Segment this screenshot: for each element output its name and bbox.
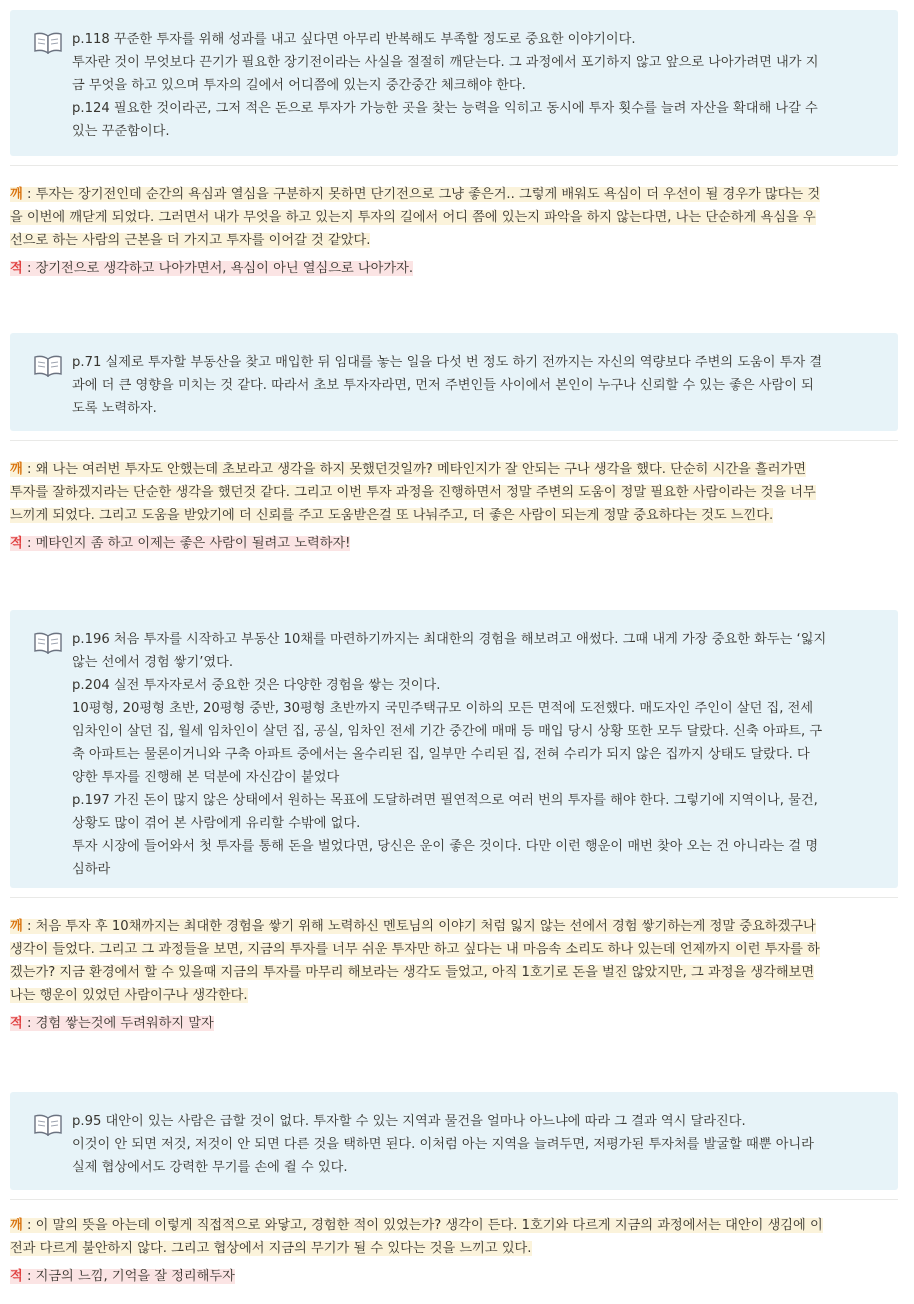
realize-text: : 처음 투자 후 10채까지는 최대한 경험을 쌓기 위해 노력하신 멘토님의 이야기 처럼 잃지 않는 선에서 경험 쌓기하는게 정말 중요하겠구나	[22, 919, 816, 934]
open-book-icon	[34, 355, 62, 377]
realize-text: 을 이번에 깨닫게 되었다. 그러면서 내가 무엇을 하고 있는지 투자의 길에서 어디 쯤에 있는지 파악을 하지 않는다면, 나는 단순하게 욕심을 우	[10, 210, 816, 225]
quote-line: 도록 노력하자.	[72, 401, 157, 416]
realize-text: 투자를 잘하겠지라는 단순한 생각을 했던것 같다. 그리고 이번 투자 과정을 진행하면서 정말 주변의 도움이 정말 필요한 사람이라는 것을 너무	[10, 485, 816, 500]
quote-line: 투자 시장에 들어와서 첫 투자를 통해 돈을 벌었다면, 당신은 운이 좋은 것이다. 다만 이런 행운이 매번 찾아 오는 건 아니라는 걸 명	[72, 839, 819, 854]
divider	[10, 440, 898, 441]
realize-text: 겠는가? 지금 환경에서 할 수 있을때 지금의 투자를 마무리 해보라는 생각도 들었고, 아직 1호기로 돈을 벌진 않았지만, 그 과정을 생각해보면	[10, 965, 815, 980]
quote-line: 임차인이 살던 집, 월세 임차인이 살던 집, 공실, 임차인 전세 기간 중간에 매매 등 매입 당시 상황 또한 모두 달랐다. 신축 아파트, 구	[72, 724, 823, 739]
apply-label: 적	[10, 261, 23, 276]
open-book-icon	[34, 632, 62, 654]
realize-label: 깨	[10, 919, 23, 934]
realize-label: 깨	[10, 1218, 23, 1233]
quote-line: 않는 선에서 경험 쌓기’였다.	[72, 655, 234, 670]
quote-line: 이것이 안 되면 저것, 저것이 안 되면 다른 것을 택하면 된다. 이처럼 아는 지역을 늘려두면, 저평가된 투자처를 발굴할 때뿐 아니라	[72, 1137, 814, 1152]
quote-line: p.118 꾸준한 투자를 위해 성과를 내고 싶다면 아무리 반복해도 부족할 정도로 중요한 이야기이다.	[72, 32, 636, 47]
realize-text: 나는 행운이 있었던 사람이구나 생각한다.	[10, 988, 248, 1003]
apply-text: : 메타인지 좀 하고 이제는 좋은 사람이 될려고 노력하자!	[22, 536, 351, 551]
apply-label: 적	[10, 1016, 23, 1031]
realize-text: 선으로 하는 사람의 근본을 더 가지고 투자를 이어갈 것 같았다.	[10, 233, 371, 248]
open-book-icon	[34, 1114, 62, 1136]
quote-callout	[10, 610, 898, 888]
quote-callout	[10, 1092, 898, 1190]
quote-line: p.71 실제로 투자할 부동산을 찾고 매입한 뒤 임대를 놓는 일을 다섯 번 정도 하기 전까지는 자신의 역량보다 주변의 도움이 투자 결	[72, 355, 823, 370]
quote-line: p.124 필요한 것이라곤, 그저 적은 돈으로 투자가 가능한 곳을 찾는 능력을 익히고 동시에 투자 횟수를 늘려 자산을 확대해 나갈 수	[72, 101, 818, 116]
realize-text: : 이 말의 뜻을 아는데 이렇게 직접적으로 와닿고, 경험한 적이 있었는가? 생각이 든다. 1호기와 다르게 지금의 과정에서는 대안이 생김에 이	[22, 1218, 823, 1233]
quote-line: 상황도 많이 겪어 본 사람에게 유리할 수밖에 없다.	[72, 816, 361, 831]
quote-line: 과에 더 큰 영향을 미치는 것 같다. 따라서 초보 투자자라면, 먼저 주변인들 사이에서 본인이 누구나 신뢰할 수 있는 좋은 사람이 되	[72, 378, 814, 393]
realize-text: 느끼게 되었다. 그리고 도움을 받았기에 더 신뢰를 주고 도움받은걸 또 나눠주고, 더 좋은 사람이 되는게 정말 중요하다는 것도 느낀다.	[10, 508, 774, 523]
quote-line: 실제 협상에서도 강력한 무기를 손에 쥘 수 있다.	[72, 1160, 348, 1175]
reflection-block	[10, 183, 900, 280]
quote-line: p.196 처음 투자를 시작하고 부동산 10채를 마련하기까지는 최대한의 경험을 해보려고 애썼다. 그때 내게 가장 중요한 화두는 ‘잃지	[72, 632, 827, 647]
quote-line: p.204 실전 투자자로서 중요한 것은 다양한 경험을 쌓는 것이다.	[72, 678, 441, 693]
divider	[10, 165, 898, 166]
realize-label: 깨	[10, 187, 23, 202]
realize-text: : 왜 나는 여러번 투자도 안했는데 초보라고 생각을 하지 못했던것일까? 메타인지가 잘 안되는 구나 생각을 했다. 단순히 시간을 흘러가면	[22, 462, 806, 477]
quote-callout	[10, 333, 898, 431]
reflection-block	[10, 915, 900, 1035]
apply-text: : 장기전으로 생각하고 나아가면서, 욕심이 아닌 열심으로 나아가자.	[22, 261, 414, 276]
apply-label: 적	[10, 1269, 23, 1284]
quote-callout	[10, 10, 898, 156]
apply-text: : 지금의 느낌, 기억을 잘 정리해두자	[22, 1269, 235, 1284]
quote-line: p.197 가진 돈이 많지 않은 상태에서 원하는 목표에 도달하려면 필연적으로 여러 번의 투자를 해야 한다. 그렇기에 지역이나, 물건,	[72, 793, 818, 808]
quote-line: 10평형, 20평형 초반, 20평형 중반, 30평형 초반까지 국민주택규모 이하의 모든 면적에 도전했다. 매도자인 주인이 살던 집, 전세	[72, 701, 814, 716]
quote-line: 투자란 것이 무엇보다 끈기가 필요한 장기전이라는 사실을 절절히 깨닫는다. 그 과정에서 포기하지 않고 앞으로 나아가려면 내가 지	[72, 55, 819, 70]
realize-text: : 투자는 장기전인데 순간의 욕심과 열심을 구분하지 못하면 단기전으로 그냥 좋은거.. 그렇게 배워도 욕심이 더 우선이 될 경우가 많다는 것	[22, 187, 821, 202]
quote-line: 있는 꾸준함이다.	[72, 124, 170, 139]
apply-label: 적	[10, 536, 23, 551]
open-book-icon	[34, 32, 62, 54]
quote-line: 양한 투자를 진행해 본 덕분에 자신감이 붙었다	[72, 770, 340, 785]
divider	[10, 1199, 898, 1200]
quote-line: 심하라	[72, 862, 111, 877]
quote-line: 금 무엇을 하고 있으며 투자의 길에서 어디쯤에 있는지 중간중간 체크해야 한다.	[72, 78, 526, 93]
realize-text: 생각이 들었다. 그리고 그 과정들을 보면, 지금의 투자를 너무 쉬운 투자만 하고 싶다는 내 마음속 소리도 하나 있는데 언제까지 이런 투자를 하	[10, 942, 820, 957]
apply-text: : 경험 쌓는것에 두려워하지 말자	[22, 1016, 214, 1031]
reflection-block	[10, 1214, 900, 1288]
quote-line: p.95 대안이 있는 사람은 급할 것이 없다. 투자할 수 있는 지역과 물건을 얼마나 아느냐에 따라 그 결과 역시 달라진다.	[72, 1114, 746, 1129]
quote-line: 축 아파트는 물론이거니와 구축 아파트 중에서는 올수리된 집, 일부만 수리된 집, 전혀 수리가 되지 않은 집까지 상태도 달랐다. 다	[72, 747, 810, 762]
realize-label: 깨	[10, 462, 23, 477]
divider	[10, 897, 898, 898]
reflection-block	[10, 458, 900, 555]
realize-text: 전과 다르게 불안하지 않다. 그리고 협상에서 지금의 무기가 될 수 있다는 것을 느끼고 있다.	[10, 1241, 532, 1256]
